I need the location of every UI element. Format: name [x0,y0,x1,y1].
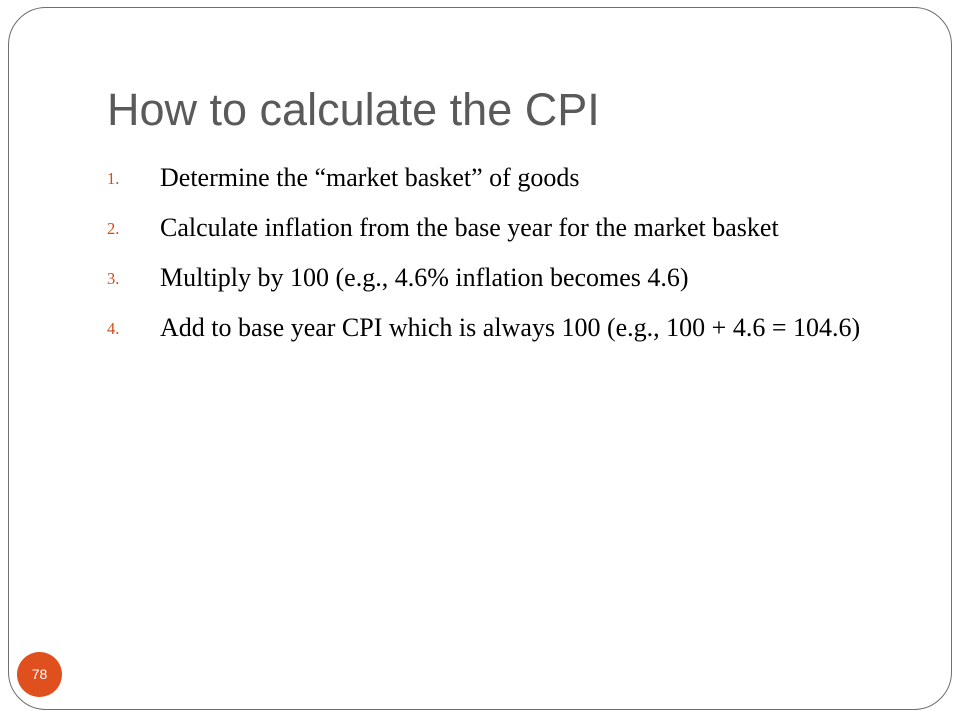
step-item [107,310,907,346]
step-item [107,260,907,296]
step-number: 2. [107,219,120,238]
step-item [107,160,907,196]
step-text: Calculate inflation from the base year for the market basket [160,213,779,242]
steps-list [107,160,907,360]
step-number: 4. [107,319,120,338]
slide-title: How to calculate the CPI [107,84,600,135]
step-text: Determine the “market basket” of goods [160,163,580,192]
step-text: Add to base year CPI which is always 100 (e.g., 100 + 4.6 = 104.6) [160,313,861,342]
step-number: 1. [107,169,120,188]
step-text: Multiply by 100 (e.g., 4.6% inflation becomes 4.6) [160,263,689,292]
step-number: 3. [107,269,120,288]
step-item [107,210,907,246]
page-number-badge: 78 [17,652,62,697]
